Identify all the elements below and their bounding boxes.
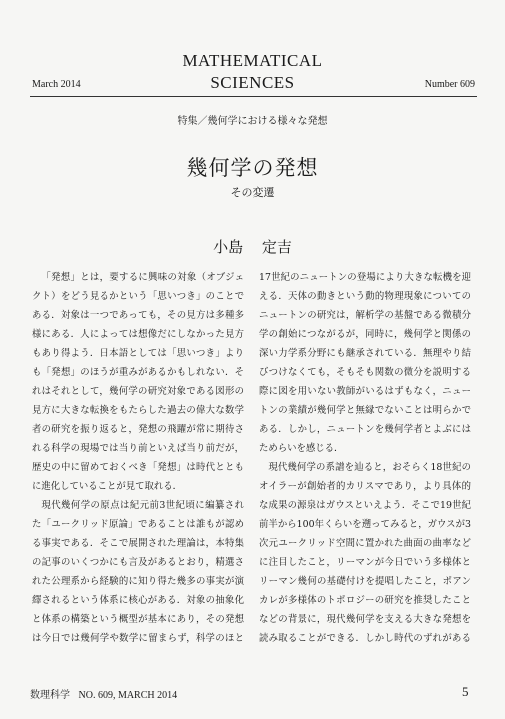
footer-journal-name: 数理科学: [30, 690, 70, 701]
paragraph: 現代幾何学の原点は紀元前3世紀頃に編纂された「ユークリッド原論」であることは誰もが認める事実である．そこで展開された理論は，本特集の記事のいくつかにも言及があるとおり，精選された公理系から経験的に知り得た幾多の事実が演繹されるという体系に核心がある．対象の抽象化と体系の構築という概型が基本にあり，その発想は今日では幾何学や数学に留まらず，科学のほと: [32, 500, 244, 644]
article-title: 幾何学の発想: [186, 156, 319, 180]
issue-number: Number 609: [424, 79, 475, 90]
issue-date: March 2014: [32, 79, 81, 90]
author-name: 小島 定吉: [213, 238, 292, 256]
page-number: 5: [462, 684, 469, 699]
paragraph: 「発想」とは，要するに興味の対象（オブジェクト）をどう見るかという「思いつき」のことである．対象は一つであっても，その見方は多種多様にある．人によっては想像だにしなかった見方もあり得よう．日本語としては「思いつき」よりも「発想」のほうが重みがあるかもしれない．それはそれとして，幾何学の研究対象である図形の見方に大きな転換をもたらした過去の偉大な数学者の研究を振り返ると，発想の飛躍が常に期待される科学の現場では当り前といえば当り前だが，歴史の中に留めておくべき「発想」は時代とともに進化していることが見て取れる．: [32, 272, 244, 492]
footer-issue: NO. 609, MARCH 2014: [78, 690, 178, 701]
journal-title-line1: MATHEMATICAL: [182, 51, 323, 70]
paragraph: 17世紀のニュートンの登場により大きな転機を迎える．天体の動きという動的物理現象についてのニュートンの研究は，解析学の基盤である微積分学の創始につながるが，同時に，幾何学と関係の深い力学系分野にも継承されている．無理やり結びつけなくても，そもそも関数の微分を説明する際に図を用いない教師がいるはずもなく，ニュートンの業績が幾何学と無縁でないことは明らかである．しかし，ニュートンを幾何学者とよぶにはためらいを感じる．: [259, 272, 471, 454]
footer-journal: [30, 686, 177, 701]
article-subtitle: その変遷: [230, 186, 275, 199]
left-column: [32, 268, 244, 644]
feature-heading: 特集／幾何学における様々な発想: [177, 116, 328, 127]
journal-title-line2: SCIENCES: [210, 73, 295, 92]
paragraph: 現代幾何学の系譜を辿ると，おそらく18世紀のオイラーが創始者的カリスマであり，より具体的な成果の源泉はガウスといえよう．そこで19世紀前半から100年くらいを遡ってみると，ガウスが3次元ユークリッド空間に置かれた曲面の曲率などに注目したこと，リーマンが今日でいう多様体とリーマン幾何の基礎付けを提唱したこと，ポアンカレが多様体のトポロジーの研究を推奨したことなどの背景に，現代幾何学を支える大きな発想を読み取ることができる．しかし時代のずれがある: [259, 462, 471, 644]
header-rule: [30, 96, 477, 97]
right-column: [259, 268, 471, 644]
